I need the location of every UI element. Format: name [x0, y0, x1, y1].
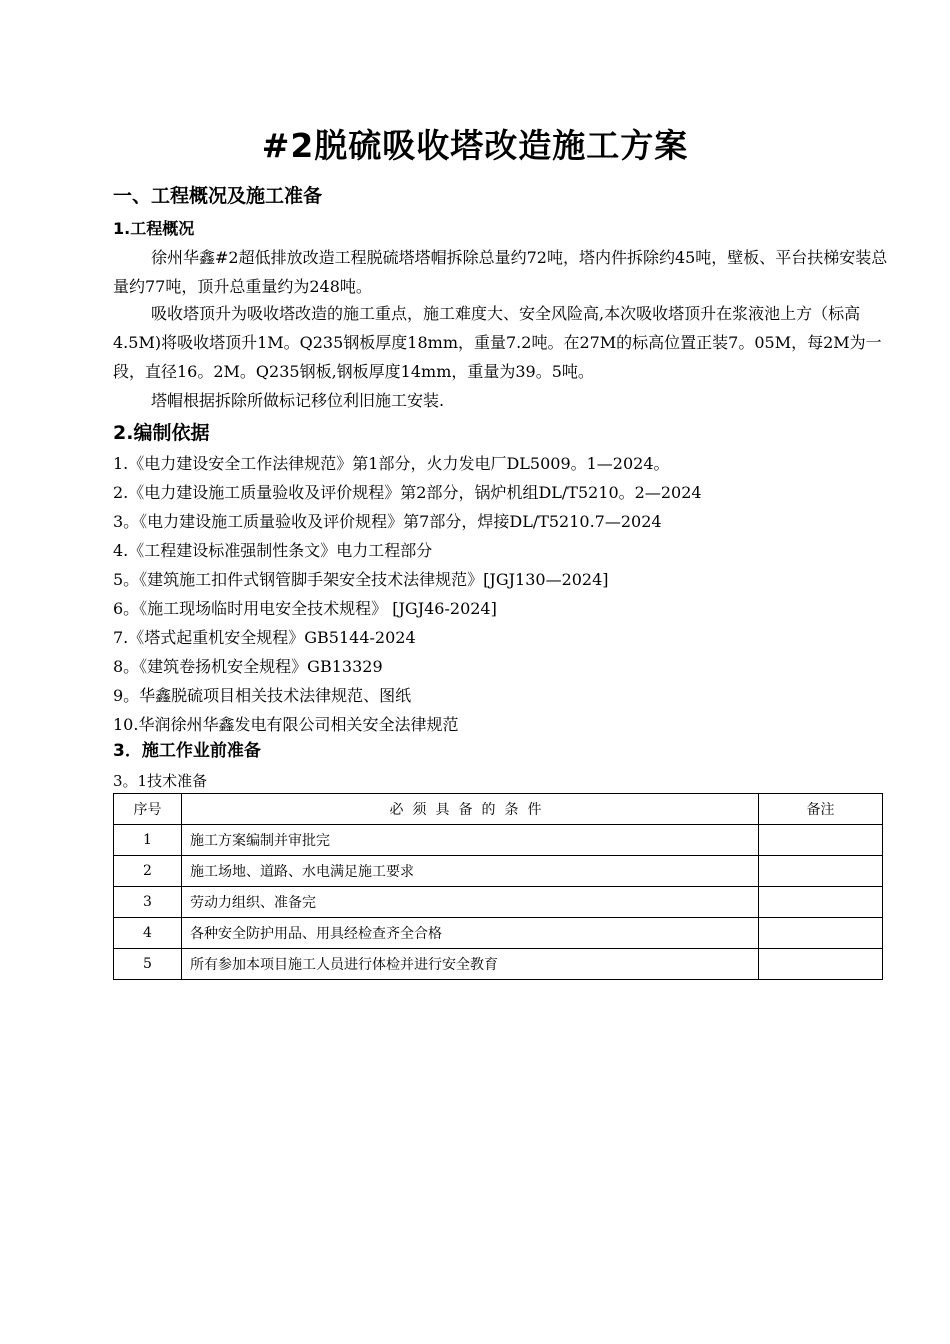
table-row: [114, 825, 883, 856]
section1-heading: 一、工程概况及施工准备: [113, 185, 323, 207]
list-item: 8。《建筑卷扬机安全规程》GB13329: [113, 657, 383, 676]
row-index: 3: [114, 887, 182, 918]
header-condition: 必须具备的条件: [182, 794, 759, 825]
row-note: [759, 856, 883, 887]
row-note: [759, 918, 883, 949]
list-item: 1.《电力建设安全工作法律规范》第1部分，火力发电厂DL5009。1—2024。: [113, 454, 670, 473]
overview-paragraph-3: 塔帽根据拆除所做标记移位利旧施工安装.: [151, 391, 445, 410]
row-index: 5: [114, 949, 182, 980]
row-index: 2: [114, 856, 182, 887]
table-header-row: [114, 794, 883, 825]
preparation-table: [113, 793, 883, 980]
section1-subheading: 1.工程概况: [113, 219, 195, 238]
section3-heading: 3．施工作业前准备: [113, 741, 261, 761]
table-row: [114, 918, 883, 949]
section2-heading: 2.编制依据: [113, 422, 210, 444]
reference-list: [113, 450, 702, 740]
list-item: 6。《施工现场临时用电安全技术规程》 [JGJ46-2024]: [113, 599, 497, 618]
header-index: 序号: [114, 794, 182, 825]
header-note: 备注: [759, 794, 883, 825]
row-condition: 施工方案编制并审批完: [182, 825, 759, 856]
list-item: 4.《工程建设标准强制性条文》电力工程部分: [113, 541, 433, 560]
row-condition: 所有参加本项目施工人员进行体检并进行安全教育: [182, 949, 759, 980]
table-row: [114, 949, 883, 980]
list-item: 2.《电力建设施工质量验收及评价规程》第2部分，锅炉机组DL/T5210。2—2024: [113, 483, 702, 502]
row-index: 1: [114, 825, 182, 856]
row-note: [759, 949, 883, 980]
row-condition: 劳动力组织、准备完: [182, 887, 759, 918]
list-item: 7.《塔式起重机安全规程》GB5144-2024: [113, 628, 416, 647]
list-item: 3。《电力建设施工质量验收及评价规程》第7部分，焊接DL/T5210.7—2024: [113, 512, 662, 531]
overview-paragraph-2: 吸收塔顶升为吸收塔改造的施工重点，施工难度大、安全风险高,本次吸收塔顶升在浆液池上方（标高4.5M)将吸收塔顶升1M。Q235钢板厚度18mm，重量7.2吨。在27M的标高位置正装7。05M，每2M为一段，直径16。2M。Q235钢板,钢板厚度14mm，重量为39。5吨。: [113, 304, 882, 381]
row-condition: 施工场地、道路、水电满足施工要求: [182, 856, 759, 887]
table-row: [114, 887, 883, 918]
row-condition: 各种安全防护用品、用具经检查齐全合格: [182, 918, 759, 949]
list-item: 5。《建筑施工扣件式钢管脚手架安全技术法律规范》[JGJ130—2024]: [113, 570, 609, 589]
list-item: 9。华鑫脱硫项目相关技术法律规范、图纸: [113, 686, 412, 705]
section3-subheading: 3。1技术准备: [113, 772, 208, 790]
table-row: [114, 856, 883, 887]
list-item: 10.华润徐州华鑫发电有限公司相关安全法律规范: [113, 715, 459, 734]
row-note: [759, 887, 883, 918]
overview-paragraph-1: 徐州华鑫#2超低排放改造工程脱硫塔塔帽拆除总量约72吨，塔内件拆除约45吨，壁板、平台扶梯安装总量约77吨，顶升总重量约为248吨。: [113, 248, 888, 296]
page-title: #2脱硫吸收塔改造施工方案: [261, 126, 689, 165]
row-note: [759, 825, 883, 856]
row-index: 4: [114, 918, 182, 949]
